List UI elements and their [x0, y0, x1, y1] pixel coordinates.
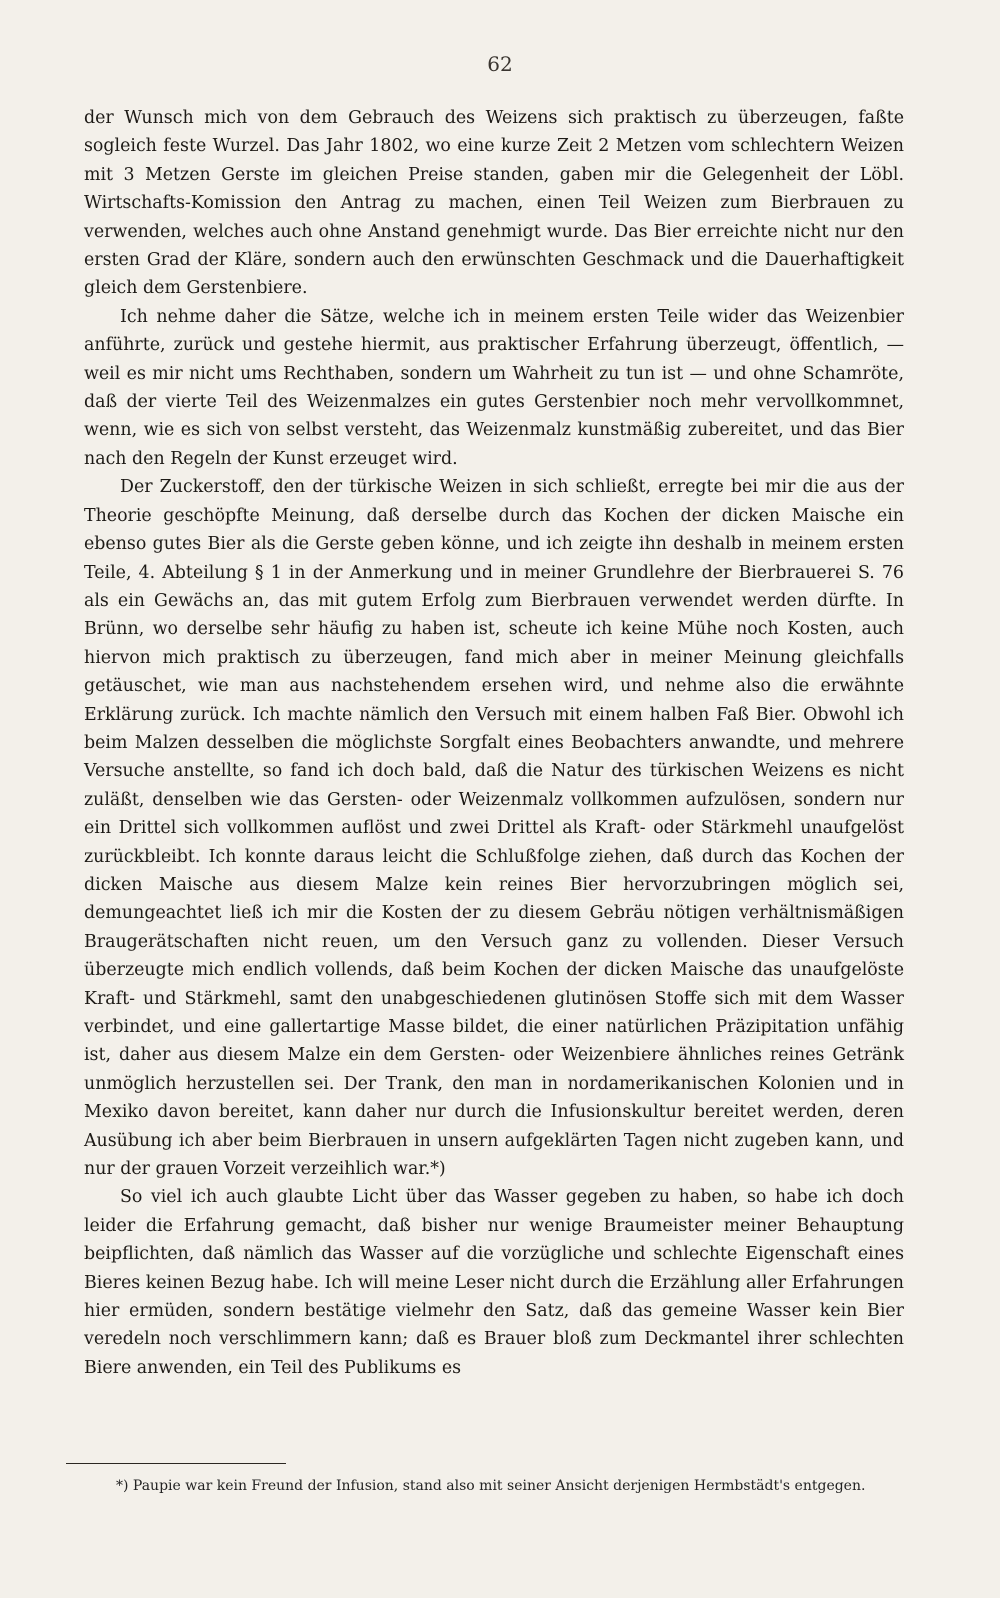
footnote: [66, 1474, 904, 1498]
page-number: 62: [487, 52, 513, 76]
body-text: [84, 104, 904, 1382]
paragraph: Ich nehme daher die Sätze, welche ich in meinem ersten Teile wider das Weizenbier anführte, zurück und gestehe hiermit, aus praktischer Erfahrung überzeugt, öffentlich, — weil es mir nicht ums Rechthaben, sondern um Wahrheit zu tun ist — und ohne Schamröte, daß der vierte Teil des Weizenmalzes ein gutes Gerstenbier noch mehr vervollkommnet, wenn, wie es sich von selbst versteht, das Weizenmalz kunstmäßig zubereitet, und das Bier nach den Regeln der Kunst erzeuget wird.: [84, 306, 904, 469]
paragraph: Der Zuckerstoff, den der türkische Weizen in sich schließt, erregte bei mir die aus der Theorie geschöpfte Meinung, daß derselbe durch das Kochen der dicken Maische ein ebenso gutes Bier als die Gerste geben könne, und ich zeigte ihn deshalb in meinem ersten Teile, 4. Abteilung § 1 in der Anmerkung und in meiner Grundlehre der Bierbrauerei S. 76 als ein Gewächs an, das mit gutem Erfolg zum Bierbrauen verwendet werden dürfte. In Brünn, wo derselbe sehr häufig zu haben ist, scheute ich keine Mühe noch Kosten, auch hiervon mich praktisch zu überzeugen, fand mich aber in meiner Meinung gleichfalls getäuschet, wie man aus nachstehendem ersehen wird, und nehme also die erwähnte Erklärung zurück. Ich machte nämlich den Versuch mit einem halben Faß Bier. Obwohl ich beim Malzen desselben die möglichste Sorgfalt eines Beobachters anwandte, und mehrere Versuche anstellte, so fand ich doch bald, daß die Natur des türkischen Weizens es nicht zuläßt, denselben wie das Gersten- oder Weizenmalz vollkommen aufzulösen, sondern nur ein Drittel sich vollkommen auflöst und zwei Drittel als Kraft- oder Stärkmehl unaufgelöst zurückbleibt. Ich konnte daraus leicht die Schlußfolge ziehen, daß durch das Kochen der dicken Maische aus diesem Malze kein reines Bier hervorzubringen möglich sei, demungeachtet ließ ich mir die Kosten der zu diesem Gebräu nötigen verhältnismäßigen Braugerätschaften nicht reuen, um den Versuch ganz zu vollenden. Dieser Versuch überzeugte mich endlich vollends, daß beim Kochen der dicken Maische das unaufgelöste Kraft- und Stärkmehl, samt den unabgeschiedenen glutinösen Stoffe sich mit dem Wasser verbindet, und eine gallertartige Masse bildet, die einer natürlichen Präzipitation unfähig ist, daher aus diesem Malze ein dem Gersten- oder Weizenbiere ähnliches reines Getränk unmöglich herzustellen sei. Der Trank, den man in nordamerikanischen Kolonien und in Mexiko davon bereitet, kann daher nur durch die Infusionskultur bereitet werden, deren Ausübung ich aber beim Bierbrauen in unsern aufgeklärten Tagen nicht zugeben kann, und nur der grauen Vorzeit verzeihlich war.*): [84, 477, 904, 1180]
footnote-divider: [66, 1463, 286, 1464]
paragraph: So viel ich auch glaubte Licht über das Wasser gegeben zu haben, so habe ich doch leider die Erfahrung gemacht, daß bisher nur wenige Braumeister meiner Behauptung beipflichten, daß nämlich das Wasser auf die vorzügliche und schlechte Eigenschaft eines Bieres keinen Bezug habe. Ich will meine Leser nicht durch die Erzählung aller Erfahrungen hier ermüden, sondern bestätige vielmehr den Satz, daß das gemeine Wasser kein Bier veredeln noch verschlimmern kann; daß es Brauer bloß zum Deckmantel ihrer schlechten Biere anwenden, ein Teil des Publikums es: [84, 1187, 904, 1378]
paragraph: der Wunsch mich von dem Gebrauch des Weizens sich praktisch zu überzeugen, faßte sogleich feste Wurzel. Das Jahr 1802, wo eine kurze Zeit 2 Metzen vom schlechtern Weizen mit 3 Metzen Gerste im gleichen Preise standen, gaben mir die Gelegenheit der Löbl. Wirtschafts-Komission den Antrag zu machen, einen Teil Weizen zum Bierbrauen zu verwenden, welches auch ohne Anstand genehmigt wurde. Das Bier erreichte nicht nur den ersten Grad der Kläre, sondern auch den erwünschten Geschmack und die Dauerhaftigkeit gleich dem Gerstenbiere.: [84, 108, 904, 299]
footnote-text: *) Paupie war kein Freund der Infusion, stand also mit seiner Ansicht derjenigen Hermbstädt's entgegen.: [116, 1478, 866, 1494]
